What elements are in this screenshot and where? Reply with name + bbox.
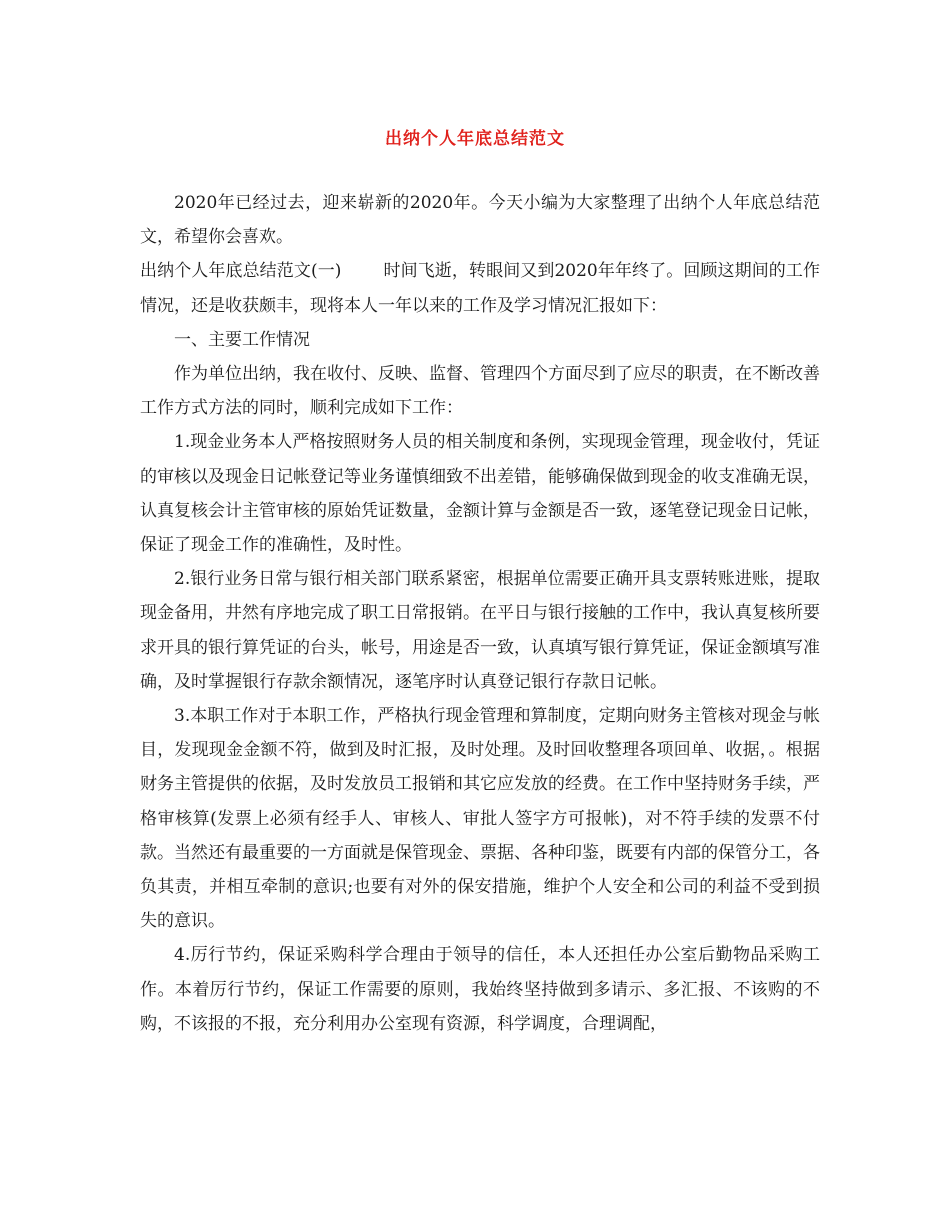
sub-heading: 一、主要工作情况 (174, 329, 310, 350)
document-title: 出纳个人年底总结范文 (385, 129, 565, 149)
section-intro-text: 时间飞逝，转眼间又到2020年年终了。回顾这期间的工作情况，还是收获颇丰，现将本人一年以来的工作及学习情况汇报如下： (140, 261, 820, 316)
intro-paragraph: 2020年已经过去，迎来崭新的2020年。今天小编为大家整理了出纳个人年底总结范文，希望你会喜欢。 (140, 193, 820, 248)
item-3-paragraph: 3.本职工作对于本职工作，严格执行现金管理和算制度，定期向财务主管核对现金与帐目，发现现金金额不符，做到及时汇报，及时处理。及时回收整理各项回单、收据，。根据财务主管提供的依据，及时发放员工报销和其它应发放的经费。在工作中坚持财务手续，严格审核算(发票上必须有经手人、审核人、审批人签字方可报帐)，对不符手续的发票不付款。当然还有最重要的一方面就是保管现金、票据、各种印鉴，既要有内部的保管分工，各负其责，并相互牵制的意识;也要有对外的保安措施，维护个人安全和公司的利益不受到损失的意识。 (140, 706, 820, 932)
item-2-paragraph: 2.银行业务日常与银行相关部门联系紧密，根据单位需要正确开具支票转账进账，提取现金备用，井然有序地完成了职工日常报销。在平日与银行接触的工作中，我认真复核所要求开具的银行算凭证的台头，帐号，用途是否一致，认真填写银行算凭证，保证金额填写准确，及时掌握银行存款余额情况，逐笔序时认真登记银行存款日记帐。 (140, 569, 820, 692)
section-heading: 出纳个人年底总结范文(一) (140, 261, 342, 282)
item-4-paragraph: 4.厉行节约，保证采购科学合理由于领导的信任，本人还担任办公室后勤物品采购工作。本着厉行节约，保证工作需要的原则，我始终坚持做到多请示、多汇报、不该购的不购，不该报的不报，充分利用办公室现有资源，科学调度，合理调配， (140, 945, 820, 1034)
role-paragraph: 作为单位出纳，我在收付、反映、监督、管理四个方面尽到了应尽的职责，在不断改善工作方式方法的同时，顺利完成如下工作： (140, 364, 820, 419)
section-intro-paragraph (140, 254, 820, 322)
item-1-paragraph: 1.现金业务本人严格按照财务人员的相关制度和条例，实现现金管理，现金收付，凭证的审核以及现金日记帐登记等业务谨慎细致不出差错，能够确保做到现金的收支准确无误，认真复核会计主管审核的原始凭证数量，金额计算与金额是否一致，逐笔登记现金日记帐，保证了现金工作的准确性，及时性。 (140, 432, 820, 556)
document-body (140, 186, 820, 1041)
